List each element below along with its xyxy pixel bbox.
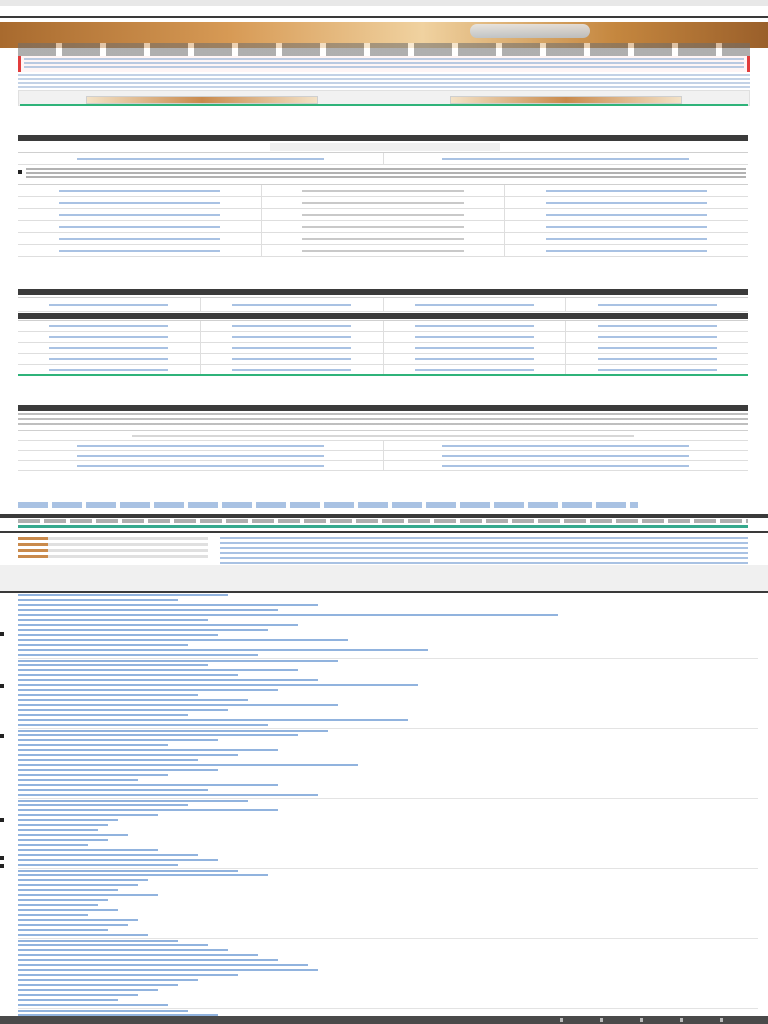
related-link-text <box>18 689 278 691</box>
related-link-text <box>18 754 238 756</box>
related-link-text <box>18 784 278 786</box>
related-link[interactable] <box>18 948 758 952</box>
table-cell-link[interactable] <box>18 221 262 232</box>
related-link[interactable] <box>18 758 758 762</box>
related-link[interactable] <box>18 628 758 632</box>
table-row <box>18 461 748 471</box>
related-link[interactable] <box>18 793 758 797</box>
table-cell <box>262 197 506 208</box>
related-link-text <box>18 660 338 662</box>
related-link[interactable] <box>18 783 758 787</box>
table-cell-link[interactable] <box>384 332 567 342</box>
related-link-text <box>18 919 138 921</box>
table-cell-link[interactable] <box>201 354 384 364</box>
related-link[interactable] <box>18 918 758 922</box>
related-link-text <box>18 664 208 666</box>
related-link-text <box>18 874 268 876</box>
related-links-text[interactable] <box>220 537 748 565</box>
related-link-text <box>18 974 238 976</box>
related-link[interactable] <box>18 743 758 747</box>
table-cell-link[interactable] <box>18 441 384 450</box>
related-link-text <box>18 870 238 872</box>
top-nav-divider <box>0 16 768 18</box>
related-link[interactable] <box>18 893 758 897</box>
related-link-text <box>18 800 248 802</box>
related-link[interactable] <box>18 873 758 877</box>
related-link-text <box>18 724 268 726</box>
related-link[interactable] <box>18 863 758 867</box>
related-link[interactable] <box>18 683 758 687</box>
related-link[interactable] <box>18 713 758 717</box>
related-link[interactable] <box>18 688 758 692</box>
related-link-text <box>18 669 298 671</box>
footer-note <box>18 519 748 523</box>
related-link-text <box>18 904 98 906</box>
table-row <box>18 185 748 197</box>
sub-heading <box>270 143 500 151</box>
related-link[interactable] <box>18 913 758 917</box>
table-cell-link[interactable] <box>566 332 748 342</box>
related-link[interactable] <box>18 663 758 667</box>
related-link-text <box>18 929 108 931</box>
related-link[interactable] <box>18 598 758 602</box>
table-header <box>18 153 384 164</box>
list-bullet <box>0 684 4 688</box>
related-link[interactable] <box>18 618 758 622</box>
related-link[interactable] <box>18 693 758 697</box>
related-link[interactable] <box>18 838 758 842</box>
related-link[interactable] <box>18 703 758 707</box>
bullet-marker <box>18 170 24 176</box>
related-link-text <box>18 809 278 811</box>
table-cell <box>262 245 506 256</box>
table-cell-link[interactable] <box>18 451 384 460</box>
related-link[interactable] <box>18 623 758 627</box>
related-link[interactable] <box>18 643 758 647</box>
related-link[interactable] <box>18 938 758 942</box>
list-bullet <box>0 632 4 636</box>
table-cell-link[interactable] <box>566 343 748 353</box>
related-link-text <box>18 854 198 856</box>
related-link-text <box>18 834 128 836</box>
related-link[interactable] <box>18 983 758 987</box>
page-title-glyphs <box>18 43 750 57</box>
section-description <box>18 413 748 427</box>
table-cell-link[interactable] <box>384 343 567 353</box>
table-cell-link[interactable] <box>18 209 262 220</box>
related-link-text <box>18 714 188 716</box>
related-link[interactable] <box>18 878 758 882</box>
table-cell-link[interactable] <box>384 354 567 364</box>
data-table <box>18 320 748 376</box>
table-cell-link[interactable] <box>18 321 201 331</box>
related-link[interactable] <box>18 958 758 962</box>
related-link-text <box>18 774 168 776</box>
related-link[interactable] <box>18 903 758 907</box>
thumbnail-image[interactable] <box>86 96 318 104</box>
table-row <box>18 197 748 209</box>
related-link-text <box>18 924 128 926</box>
table-cell-link[interactable] <box>18 354 201 364</box>
table-cell-link[interactable] <box>505 197 748 208</box>
related-link-text <box>18 789 208 791</box>
related-link[interactable] <box>18 728 758 732</box>
table-cell-link[interactable] <box>505 185 748 196</box>
related-link[interactable] <box>18 993 758 997</box>
related-link-text <box>18 969 318 971</box>
related-link[interactable] <box>18 813 758 817</box>
related-link-text <box>18 940 178 942</box>
related-link-text <box>18 749 278 751</box>
related-link-text <box>18 619 208 621</box>
related-link[interactable] <box>18 658 758 662</box>
list-bullet <box>0 818 4 822</box>
table-row <box>18 332 748 343</box>
related-link-text <box>18 864 178 866</box>
related-link[interactable] <box>18 723 758 727</box>
related-link-text <box>18 734 298 736</box>
related-link-text <box>18 614 558 616</box>
related-link-text <box>18 849 158 851</box>
table-row <box>18 245 748 257</box>
related-link-text <box>18 654 258 656</box>
related-link[interactable] <box>18 808 758 812</box>
table-cell <box>262 209 506 220</box>
related-link-list <box>18 593 758 1024</box>
related-link-text <box>18 999 118 1001</box>
table-cell-link[interactable] <box>18 298 201 311</box>
related-link[interactable] <box>18 738 758 742</box>
related-link[interactable] <box>18 868 758 872</box>
related-link[interactable] <box>18 608 758 612</box>
footer-divider <box>0 514 768 518</box>
related-link-text <box>18 769 218 771</box>
related-link-text <box>18 704 338 706</box>
table-cell <box>262 221 506 232</box>
section-header-bar <box>18 405 748 411</box>
section-header-bar <box>18 135 748 141</box>
notice-text <box>24 58 744 70</box>
table-cell <box>262 185 506 196</box>
related-link-text <box>18 679 318 681</box>
related-link[interactable] <box>18 818 758 822</box>
table-cell-link[interactable] <box>201 321 384 331</box>
table-cell-link[interactable] <box>505 233 748 244</box>
table-cell-link[interactable] <box>201 298 384 311</box>
list-bullet <box>0 864 4 868</box>
table-cell-link[interactable] <box>566 298 748 311</box>
related-link[interactable] <box>18 653 758 657</box>
related-link[interactable] <box>18 978 758 982</box>
table-row <box>18 354 748 365</box>
related-link-text <box>18 819 118 821</box>
table-cell-link[interactable] <box>505 245 748 256</box>
toc-divider <box>20 104 748 106</box>
section-description <box>26 168 746 180</box>
related-link[interactable] <box>18 1008 758 1012</box>
table-cell-link[interactable] <box>18 185 262 196</box>
related-link[interactable] <box>18 968 758 972</box>
table-cell-link[interactable] <box>384 461 749 470</box>
table-cell <box>18 431 748 440</box>
related-link-text <box>18 594 228 596</box>
related-link-text <box>18 604 318 606</box>
related-link[interactable] <box>18 788 758 792</box>
thumbnail-image[interactable] <box>450 96 682 104</box>
related-link[interactable] <box>18 768 758 772</box>
related-link[interactable] <box>18 988 758 992</box>
related-thumbnails <box>18 537 208 563</box>
related-link-text <box>18 779 138 781</box>
related-link-text <box>18 739 218 741</box>
related-link-text <box>18 759 198 761</box>
related-link[interactable] <box>18 828 758 832</box>
related-link[interactable] <box>18 763 758 767</box>
related-link-text <box>18 814 158 816</box>
related-link-text <box>18 979 198 981</box>
table-row <box>18 298 748 312</box>
footer-caption <box>18 502 638 508</box>
related-link[interactable] <box>18 593 758 597</box>
related-link[interactable] <box>18 603 758 607</box>
accent-bar <box>18 525 748 528</box>
hero-image-detail <box>470 24 590 38</box>
related-link-text <box>18 889 118 891</box>
related-link-text <box>18 884 138 886</box>
related-link-text <box>18 694 198 696</box>
table-header-bar <box>18 313 748 319</box>
related-link[interactable] <box>18 963 758 967</box>
section-header-bar <box>18 289 748 295</box>
related-link[interactable] <box>18 953 758 957</box>
related-link-text <box>18 730 328 732</box>
related-link[interactable] <box>18 933 758 937</box>
related-link-text <box>18 624 298 626</box>
table-cell-link[interactable] <box>566 354 748 364</box>
related-link[interactable] <box>18 923 758 927</box>
data-table <box>18 430 748 471</box>
table-row <box>18 451 748 461</box>
related-link[interactable] <box>18 973 758 977</box>
table-cell <box>262 233 506 244</box>
section-table <box>18 297 748 312</box>
table-cell-link[interactable] <box>505 221 748 232</box>
related-link[interactable] <box>18 928 758 932</box>
table-row <box>18 441 748 451</box>
related-link[interactable] <box>18 648 758 652</box>
table-row <box>18 431 748 441</box>
related-link[interactable] <box>18 778 758 782</box>
related-link-text <box>18 674 238 676</box>
related-link-text <box>18 649 428 651</box>
related-link-text <box>18 719 408 721</box>
related-link[interactable] <box>18 798 758 802</box>
related-link-text <box>18 894 158 896</box>
related-link-text <box>18 914 88 916</box>
related-link-text <box>18 909 118 911</box>
related-link[interactable] <box>18 678 758 682</box>
related-link-text <box>18 984 178 986</box>
table-header <box>384 153 749 164</box>
table-row <box>18 221 748 233</box>
related-link-text <box>18 899 108 901</box>
table-cell-link[interactable] <box>384 298 567 311</box>
section-divider <box>18 374 748 376</box>
related-link-text <box>18 794 318 796</box>
related-link-text <box>18 959 278 961</box>
table-cell-link[interactable] <box>18 197 262 208</box>
table-cell-link[interactable] <box>18 233 262 244</box>
related-link[interactable] <box>18 753 758 757</box>
related-link[interactable] <box>18 803 758 807</box>
table-cell-link[interactable] <box>18 461 384 470</box>
table-cell-link[interactable] <box>18 343 201 353</box>
related-link-text <box>18 644 188 646</box>
related-link-text <box>18 844 88 846</box>
list-bullet <box>0 856 4 860</box>
table-row <box>18 321 748 332</box>
related-link-text <box>18 879 148 881</box>
related-link[interactable] <box>18 708 758 712</box>
table-cell-link[interactable] <box>566 321 748 331</box>
related-link[interactable] <box>18 833 758 837</box>
related-link-text <box>18 764 358 766</box>
table-row <box>18 209 748 221</box>
related-link-text <box>18 1004 168 1006</box>
table-row <box>18 233 748 245</box>
related-link-text <box>18 634 218 636</box>
related-link-text <box>18 964 308 966</box>
related-link[interactable] <box>18 823 758 827</box>
related-link-text <box>18 949 228 951</box>
related-link-text <box>18 954 258 956</box>
table-row <box>18 343 748 354</box>
footer-icons[interactable] <box>560 1018 760 1022</box>
related-link[interactable] <box>18 843 758 847</box>
related-link-text <box>18 709 228 711</box>
related-link[interactable] <box>18 853 758 857</box>
related-link[interactable] <box>18 698 758 702</box>
content-spacer <box>0 565 768 591</box>
related-link-text <box>18 824 108 826</box>
top-strip <box>0 0 768 6</box>
related-link[interactable] <box>18 943 758 947</box>
related-link[interactable] <box>18 898 758 902</box>
table-cell-link[interactable] <box>505 209 748 220</box>
related-link[interactable] <box>18 633 758 637</box>
related-link[interactable] <box>18 613 758 617</box>
related-link-text <box>18 699 248 701</box>
related-link[interactable] <box>18 638 758 642</box>
data-table <box>18 184 748 257</box>
related-link[interactable] <box>18 748 758 752</box>
section-table <box>18 152 748 165</box>
table-cell-link[interactable] <box>18 332 201 342</box>
related-link-text <box>18 994 138 996</box>
related-link-text <box>18 609 278 611</box>
related-link[interactable] <box>18 908 758 912</box>
related-link-text <box>18 804 188 806</box>
table-cell-link[interactable] <box>384 321 567 331</box>
related-link[interactable] <box>18 1003 758 1007</box>
related-link-text <box>18 744 168 746</box>
related-link-text <box>18 829 98 831</box>
related-link[interactable] <box>18 883 758 887</box>
related-link[interactable] <box>18 998 758 1002</box>
related-link-text <box>18 599 178 601</box>
table-cell-link[interactable] <box>384 451 749 460</box>
list-bullet <box>0 734 4 738</box>
related-link[interactable] <box>18 773 758 777</box>
related-link[interactable] <box>18 848 758 852</box>
divider-line <box>0 531 768 533</box>
related-link[interactable] <box>18 858 758 862</box>
table-cell-link[interactable] <box>201 343 384 353</box>
table-cell-link[interactable] <box>201 332 384 342</box>
related-link-text <box>18 989 158 991</box>
related-link[interactable] <box>18 668 758 672</box>
related-link-text <box>18 944 208 946</box>
related-link-text <box>18 859 218 861</box>
related-link-text <box>18 629 268 631</box>
related-link[interactable] <box>18 673 758 677</box>
related-link[interactable] <box>18 718 758 722</box>
related-link-text <box>18 934 148 936</box>
related-link-text <box>18 684 418 686</box>
related-link[interactable] <box>18 888 758 892</box>
related-link-text <box>18 839 108 841</box>
related-link-text <box>18 639 348 641</box>
related-link[interactable] <box>18 733 758 737</box>
table-cell-link[interactable] <box>18 245 262 256</box>
related-link-text <box>18 1010 188 1012</box>
table-cell-link[interactable] <box>384 441 749 450</box>
